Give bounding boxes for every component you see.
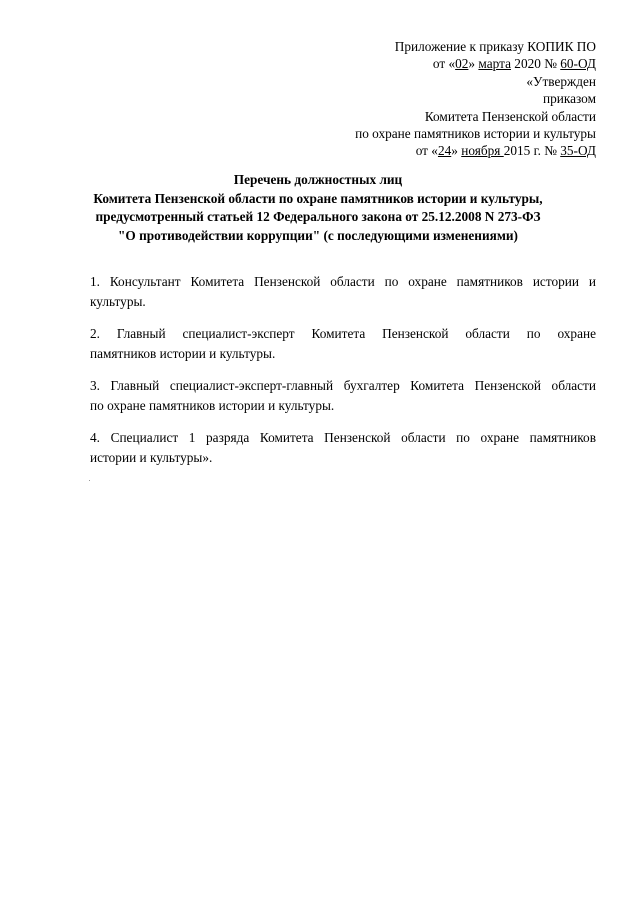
list-item-line-2: памятников истории и культуры. [90,345,276,361]
orig-date-mid: » [451,143,462,159]
list-item-line-1: 3. Главный специалист-эксперт-главный бухгалтер Комитета Пензенской области [90,378,596,393]
order-date-year: 2020 № [510,56,561,72]
order-month: марта [478,56,511,72]
order-day: 02 [455,56,469,72]
orig-date-line [176,142,596,159]
committee-line-2: по охране памятников истории и культуры [355,126,596,142]
order-date-mid: » [468,56,479,72]
orig-day: 24 [437,143,452,159]
committee-line-1: Комитета Пензенской области [424,108,596,124]
by-order-label: приказом [542,91,596,107]
list-item [90,324,596,363]
list-item [90,272,596,311]
list-item [90,376,596,415]
title-line-2: Комитета Пензенской области по охране памятников истории и культуры, [93,190,543,206]
title-line-3: предусмотренный статьей 12 Федерального закона от 25.12.2008 N 273-ФЗ [95,209,541,225]
title-line-4: "О противодействии коррупции" (с последующими изменениями) [118,227,518,243]
scan-speck [89,480,90,481]
list-item-line-1: 4. Специалист 1 разряда Комитета Пензенской области по охране памятников [90,430,596,445]
list-item-line-2: культуры. [90,293,146,309]
list-item-line-2: истории и культуры». [90,449,213,465]
list-item-line-1: 2. Главный специалист-эксперт Комитета Пензенской области по охране [90,326,596,341]
appendix-line: Приложение к приказу КОПИК ПО [394,39,596,54]
orig-date-year: 2015 г. № [503,143,561,159]
list-item-line-2: по охране памятников истории и культуры. [90,397,335,413]
document-title [40,171,596,245]
orig-month: ноября [461,143,504,159]
order-number: 60-ОД [560,56,596,72]
orig-date-prefix: от « [415,143,438,159]
order-date-line [176,55,596,72]
positions-list [90,272,596,480]
title-line-1: Перечень должностных лиц [233,172,403,187]
orig-number: 35-ОД [560,143,596,159]
approved-label: «Утвержден [526,73,596,89]
list-item-line-1: 1. Консультант Комитета Пензенской области по охране памятников истории и [90,274,596,289]
list-item [90,428,596,467]
approval-header [176,38,596,160]
order-date-prefix: от « [432,56,456,72]
